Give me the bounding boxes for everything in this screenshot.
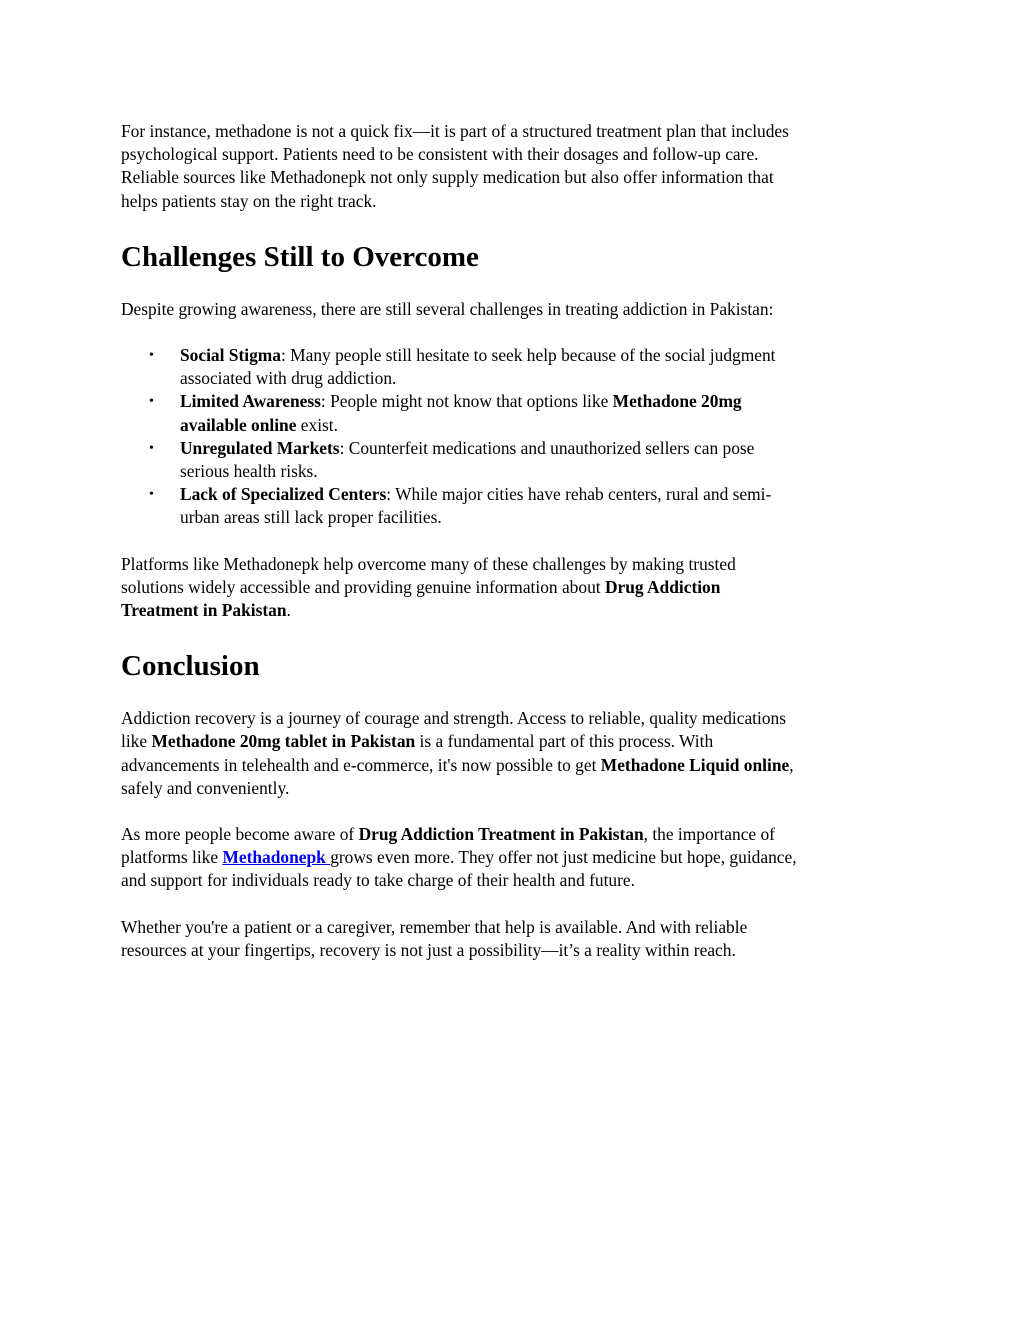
as-more-paragraph: [121, 823, 904, 893]
conclusion-heading: Conclusion: [121, 650, 260, 683]
list-item-text: : Many people still hesitate to seek help because of the social judgment: [280, 345, 776, 366]
list-item-term: Limited Awareness: [180, 391, 321, 412]
as-more-line: grows even more. They offer not just medicine but hope, guidance,: [330, 847, 797, 868]
intro-line: Reliable sources like Methadonepk not only supply medication but also offer information that: [121, 167, 774, 188]
platforms-line: solutions widely accessible and providing genuine information about: [121, 576, 605, 597]
list-item-term: Unregulated Markets: [180, 437, 340, 458]
intro-paragraph: [121, 120, 904, 213]
addiction-line: Addiction recovery is a journey of courage and strength. Access to reliable, quality medications: [121, 708, 786, 729]
intro-line: psychological support. Patients need to be consistent with their dosages and follow-up care.: [121, 144, 759, 165]
list-item-text: : Counterfeit medications and unauthorized sellers can pose: [339, 437, 755, 458]
whether-line: resources at your fingertips, recovery is not just a possibility—it’s a reality within reach.: [121, 939, 736, 960]
challenges-list: [121, 344, 904, 530]
bullet-icon: •: [149, 487, 154, 503]
challenges-heading: Challenges Still to Overcome: [121, 240, 479, 273]
platforms-line: .: [286, 600, 291, 621]
as-more-line: , the importance of: [643, 824, 775, 845]
whether-paragraph: [121, 916, 904, 962]
addiction-line: safely and conveniently.: [121, 777, 290, 798]
list-item-text: : People might not know that options like: [320, 391, 613, 412]
addiction-emphasis: Methadone 20mg tablet in Pakistan: [151, 731, 416, 752]
bullet-icon: •: [149, 394, 154, 410]
addiction-line: like: [121, 731, 152, 752]
challenges-lead-paragraph: Despite growing awareness, there are still several challenges in treating addiction in Pakistan:: [121, 298, 774, 319]
list-item-text: urban areas still lack proper facilities.: [180, 507, 442, 528]
list-item-emphasis: Methadone 20mg: [612, 391, 742, 412]
intro-line: helps patients stay on the right track.: [121, 190, 377, 211]
addiction-line: ,: [789, 754, 794, 775]
platforms-emphasis: Drug Addiction: [604, 576, 721, 597]
intro-line: For instance, methadone is not a quick fix—it is part of a structured treatment plan that includes: [121, 121, 789, 141]
list-item: [149, 390, 904, 436]
bullet-icon: •: [149, 348, 154, 364]
list-item-emphasis: available online: [180, 414, 297, 435]
addiction-emphasis: Methadone Liquid online: [600, 754, 790, 775]
as-more-emphasis: Drug Addiction Treatment in Pakistan: [358, 824, 644, 845]
whether-line: Whether you're a patient or a caregiver, remember that help is available. And with reliable: [121, 916, 748, 937]
as-more-line: As more people become aware of: [121, 824, 359, 845]
methadonepk-link[interactable]: Methadonepk: [222, 847, 331, 868]
list-item: [149, 437, 904, 483]
list-item-text: exist.: [296, 414, 338, 435]
list-item-text: associated with drug addiction.: [180, 368, 397, 389]
addiction-line: is a fundamental part of this process. With: [415, 731, 714, 752]
platforms-line: Platforms like Methadonepk help overcome many of these challenges by making trusted: [121, 553, 736, 574]
platforms-paragraph: [121, 553, 904, 623]
addiction-line: advancements in telehealth and e-commerce, it's now possible to get: [121, 754, 601, 775]
list-item: [149, 344, 904, 390]
bullet-icon: •: [149, 440, 154, 456]
as-more-line: platforms like: [121, 847, 223, 868]
list-item: [149, 483, 904, 529]
list-item-term: Lack of Specialized Centers: [180, 484, 387, 505]
list-item-term: Social Stigma: [180, 345, 281, 366]
list-item-text: : While major cities have rehab centers, rural and semi-: [386, 484, 772, 505]
as-more-line: and support for individuals ready to take charge of their health and future.: [121, 870, 635, 891]
platforms-emphasis: Treatment in Pakistan: [121, 600, 287, 621]
list-item-text: serious health risks.: [180, 461, 318, 482]
addiction-paragraph: [121, 707, 904, 800]
